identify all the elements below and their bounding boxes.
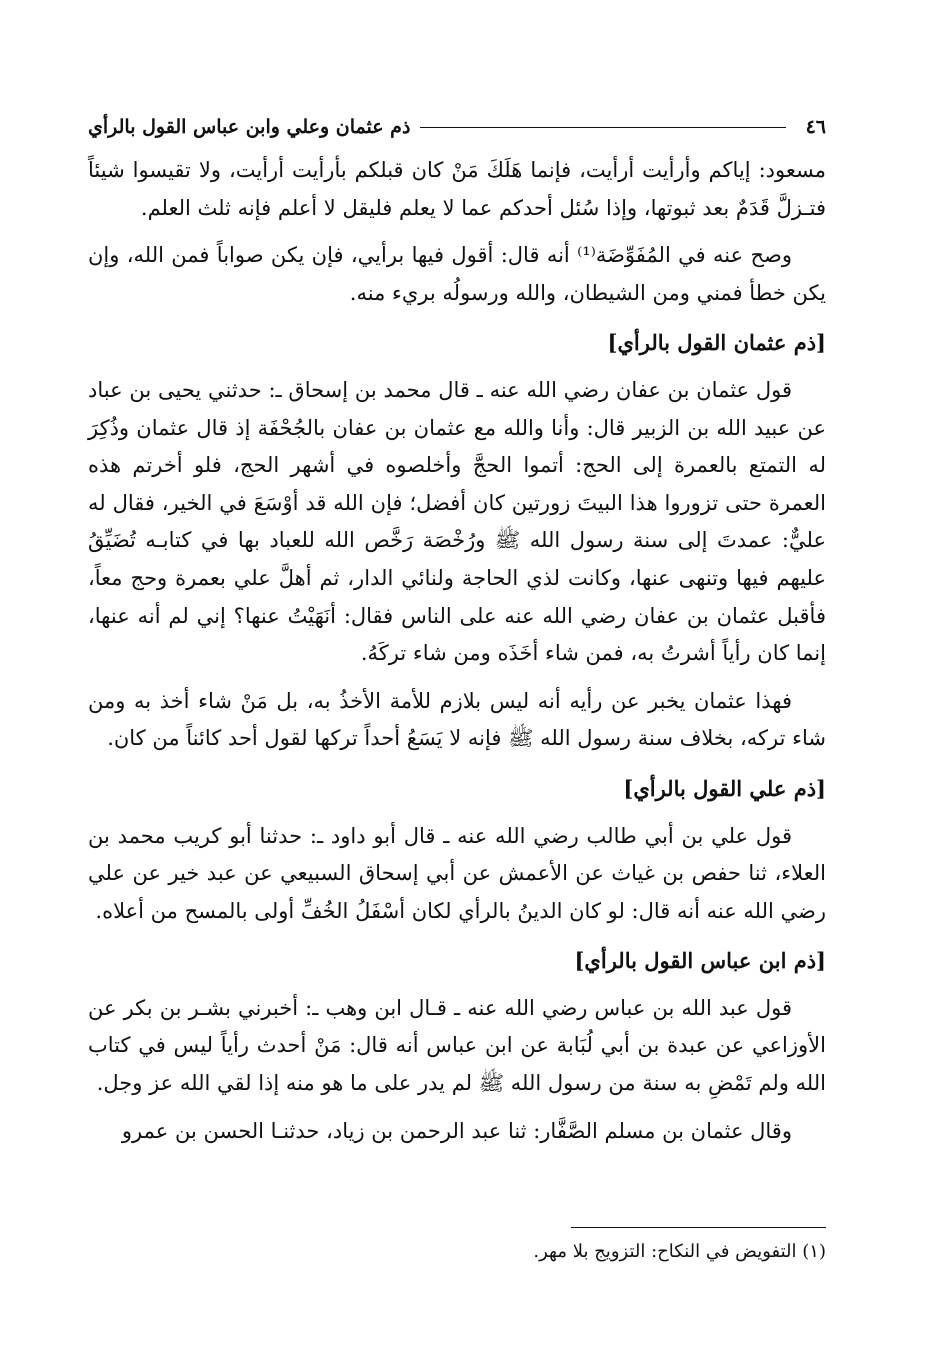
paragraph: قول عثمان بن عفان رضي الله عنه ـ قال محمد بن إسحاق ـ: حدثني يحيى بن عباد عن عبيد الله بن الزبير قال: وأنا والله مع عثمان بن عفان بالجُحْفَة إذ قال عثمان وذُكِرَ له التمتع بالعمرة إلى الحج: أتموا الحجَّ وأخلصوه في أشهر الحج، فلو أخرتم هذه العمرة حتى تزوروا هذا البيتَ زورتين كان أفضل؛ فإن الله قد أوْسَعَ في الخير، فقال له عليٌّ: عمدتَ إلى سنة رسول الله ﷺ ورُخْصَة رَخَّص الله للعباد بها في كتابـه تُضَيِّقُ عليهم فيها وتنهى عنها، وكانت لذي الحاجة ولنائي الدار، ثم أهلَّ علي بعمرة وحج معاً، فأقبل عثمان بن عفان رضي الله عنه على الناس فقال: أنَهَيْتُ عنها؟ إني لم أنه عنها، إنما كان رأياً أشرتُ به، فمن شاء أخَذَه ومن شاء تركَهُ. xyxy=(88,377,826,666)
footnote: (١) التفويض في النكاح: التزويج بلا مهر. xyxy=(533,1241,826,1262)
paragraph: قول علي بن أبي طالب رضي الله عنه ـ قال أبو داود ـ: حدثنا أبو كريب محمد بن العلاء، ثنا حفص بن غياث عن الأعمش عن أبي إسحاق السبيعي عن عبد خير عن علي رضي الله عنه أنه قال: لو كان الدينُ بالرأي لكان أسْفَلُ الخُفِّ أولى بالمسح من أعلاه. xyxy=(88,823,827,923)
body-text xyxy=(88,152,826,1150)
footnote-rule xyxy=(571,1227,826,1228)
paragraph: قول عبد الله بن عباس رضي الله عنه ـ قـال ابن وهب ـ: أخبرني بشـر بن بكر عن الأوزاعي عن عبدة بن أبي لُبَابة عن ابن عباس أنه قال: مَنْ أحدث رأياً ليس في كتاب الله ولم تَمْضِ به سنة من رسول الله ﷺ لم يدر على ما هو منه إذا لقي الله عز وجل. xyxy=(88,995,826,1096)
paragraph: وصح عنه في المُفَوِّضَة⁽¹⁾ أنه قال: أقول فيها برأيي، فإن يكن صواباً فمن الله، وإن يكن خطأ فمني ومن الشيطان، والله ورسولُه بريء منه. xyxy=(88,243,826,305)
book-page xyxy=(88,110,826,1300)
section-heading: [ذم عثمان القول بالرأي] xyxy=(607,330,826,356)
paragraph: مسعود: إياكم وأرأيت أرأيت، فإنما هَلَكَ مَنْ كان قبلكم بأرأيت أرأيت، ولا تقيسوا شيئاً فتـزلَّ قَدَمٌ بعد ثبوتها، وإذا سُئل أحدكم عما لا يعلم فليقل لا أعلم فإنه ثلث العلم. xyxy=(88,158,826,220)
running-head xyxy=(88,110,826,144)
page-number: ٤٦ xyxy=(805,116,826,138)
header-rule xyxy=(420,127,785,128)
section-heading: [ذم علي القول بالرأي] xyxy=(623,775,826,801)
paragraph: وقال عثمان بن مسلم الصَّفَّار: ثنا عبد الرحمن بن زياد، حدثنـا الحسن بن عمرو xyxy=(121,1118,792,1143)
section-heading: [ذم ابن عباس القول بالرأي] xyxy=(574,948,826,974)
paragraph: فهذا عثمان يخبر عن رأيه أنه ليس بلازم للأمة الأخذُ به، بل مَنْ شاء أخذ به ومن شاء تركه، بخلاف سنة رسول الله ﷺ فإنه لا يَسَعُ أحداً تركها لقول أحد كائناً من كان. xyxy=(88,688,826,751)
running-head-title: ذم عثمان وعلي وابن عباس القول بالرأي xyxy=(88,116,411,138)
